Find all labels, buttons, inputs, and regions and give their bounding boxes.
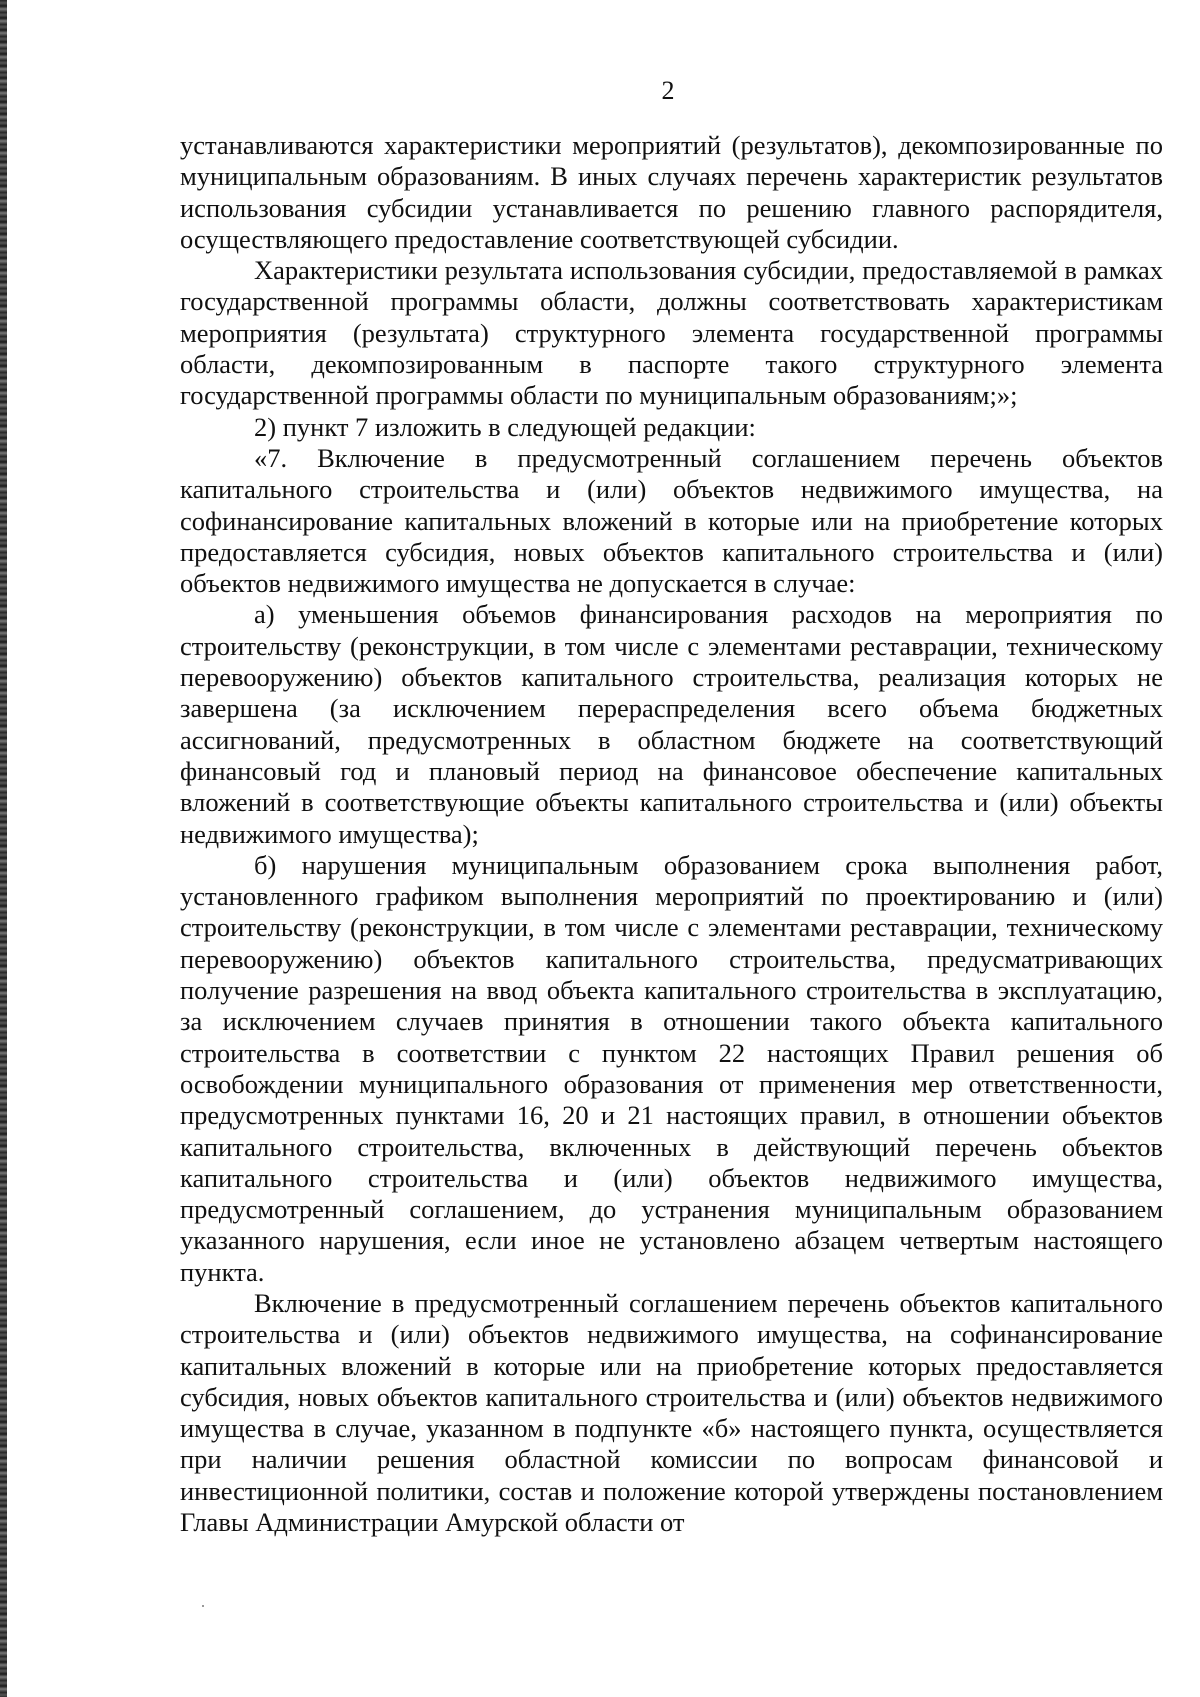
paragraph-subpoint-b: б) нарушения муниципальным образованием срока выполнения работ, установленного графиком выполнения мероприятий по проектированию и (или) строительству (реконструкции, в том числе с элементами реставрации, техническому перевооружению) объектов капитального строительства, предусматривающих получение разрешения на ввод объекта капитального строительства в эксплуатацию, за исключением случаев принятия в отношении такого объекта капитального строительства в соответствии с пунктом 22 настоящих Правил решения об освобождении муниципального образования от применения мер ответственности, предусмотренных пунктами 16, 20 и 21 настоящих правил, в отношении объектов капитального строительства, включенных в действующий перечень объектов капитального строительства и (или) объектов недвижимого имущества, предусмотренный соглашением, до устранения муниципальным образованием указанного нарушения, если иное не установлено абзацем четвертым настоящего пункта.: [180, 849, 1163, 1287]
document-body: [180, 130, 1163, 1538]
paragraph-point-7: «7. Включение в предусмотренный соглашением перечень объектов капитального строительства и (или) объектов недвижимого имущества, на софинансирование капитальных вложений в которые или на приобретение которых предоставляется субсидия, новых объектов капитального строительства и (или) объектов недвижимого имущества не допускается в случае:: [180, 442, 1163, 599]
paragraph-continuation: устанавливаются характеристики мероприятий (результатов), декомпозированные по муниципальным образованиям. В иных случаях перечень характеристик результатов использования субсидии устанавливается по решению главного распорядителя, осуществляющего предоставление соответствующей субсидии.: [180, 130, 1163, 254]
paragraph-characteristics: Характеристики результата использования субсидии, предоставляемой в рамках государственной программы области, должны соответствовать характеристикам мероприятия (результата) структурного элемента государственной программы области, декомпозированным в паспорте такого структурного элемента государственной программы области по муниципальным образованиям;»;: [180, 255, 1163, 411]
scan-edge: [0, 0, 7, 1697]
paragraph-subpoint-a: а) уменьшения объемов финансирования расходов на мероприятия по строительству (реконструкции, в том числе с элементами реставрации, техническому перевооружению) объектов капитального строительства, реализация которых не завершена (за исключением перераспределения всего объема бюджетных ассигнований, предусмотренных в областном бюджете на соответствующий финансовый год и плановый период на финансовое обеспечение капитальных вложений в соответствующие объекты капитального строительства и (или) объекты недвижимого имущества);: [180, 599, 1163, 849]
paragraph-item-2: 2) пункт 7 изложить в следующей редакции:: [254, 411, 756, 442]
scan-speck: [202, 1605, 204, 1607]
paragraph-inclusion: Включение в предусмотренный соглашением перечень объектов капитального строительства и (или) объектов недвижимого имущества, на софинансирование капитальных вложений в которые или на приобретение которых предоставляется субсидия, новых объектов капитального строительства и (или) объектов недвижимого имущества в случае, указанном в подпункте «б» настоящего пункта, осуществляется при наличии решения областной комиссии по вопросам финансовой и инвестиционной политики, состав и положение которой утверждены постановлением Главы Администрации Амурской области от: [180, 1287, 1163, 1538]
page-number: 2: [661, 76, 675, 105]
